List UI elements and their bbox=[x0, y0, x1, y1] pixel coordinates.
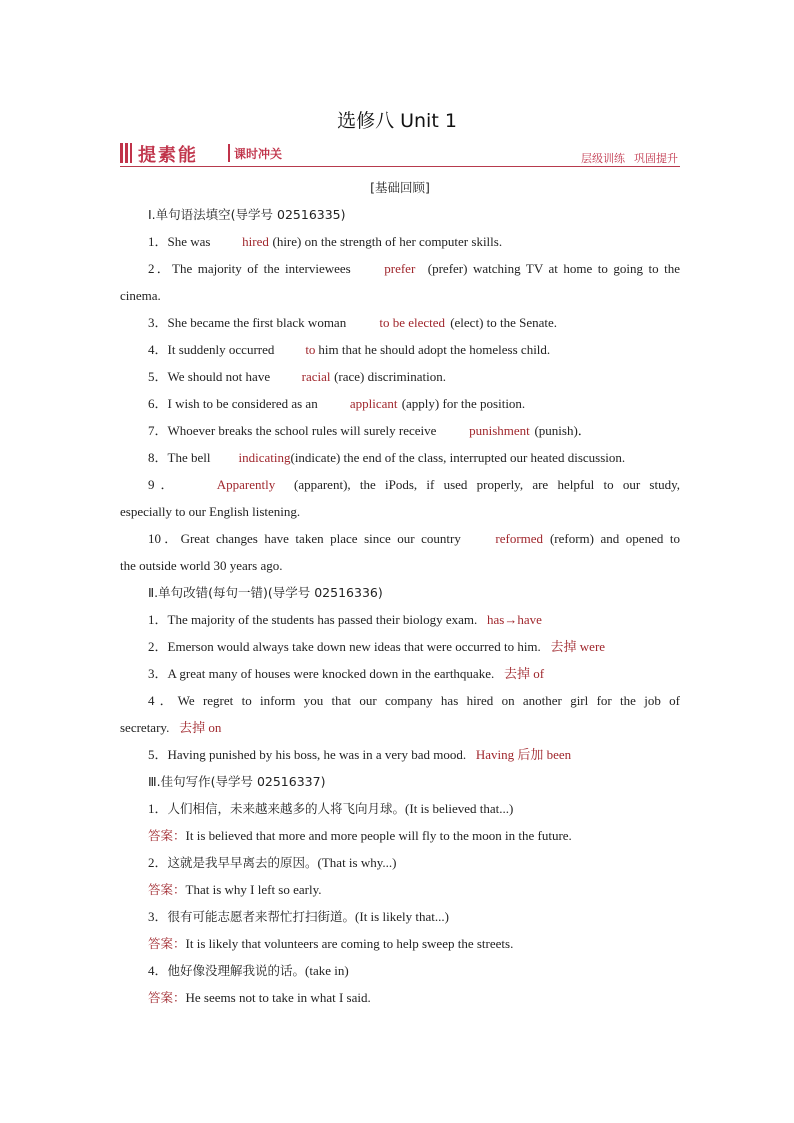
item-number: 10． bbox=[148, 531, 181, 546]
writing-question-3 bbox=[120, 903, 680, 930]
section2-heading: Ⅱ.单句改错(每句一错)(导学号 02516336) bbox=[148, 585, 383, 600]
item-number: 6． bbox=[148, 396, 168, 411]
item-question: 他好像没理解我说的话。 bbox=[167, 963, 306, 978]
writing-question-4 bbox=[120, 957, 680, 984]
item-text: secretary. bbox=[120, 720, 170, 735]
fill-item-4 bbox=[120, 336, 680, 363]
banner-rule bbox=[120, 166, 680, 167]
item-number: 4． bbox=[148, 963, 168, 978]
fill-item-7 bbox=[120, 417, 680, 444]
writing-question-2 bbox=[120, 849, 680, 876]
writing-answer-2 bbox=[120, 876, 680, 903]
item-text: A great many of houses were knocked down in the earthquake. bbox=[167, 666, 495, 681]
writing-answer-3 bbox=[120, 930, 680, 957]
page-title: 选修八 Unit 1 bbox=[337, 110, 457, 132]
item-number: 3． bbox=[148, 909, 168, 924]
section1-heading: Ⅰ.单句语法填空(导学号 02516335) bbox=[148, 207, 346, 222]
item-text: We regret to inform you that our company has hired on another girl for the job of bbox=[177, 693, 680, 708]
section-banner bbox=[120, 141, 680, 169]
item-text: (indicate) the end of the class, interrupted our heated discussion. bbox=[290, 450, 626, 465]
item-answer: to be elected bbox=[379, 315, 446, 330]
fill-item-8 bbox=[120, 444, 680, 471]
correction-item-2 bbox=[120, 633, 680, 660]
item-answer: It is likely that volunteers are coming to help sweep the streets. bbox=[185, 936, 514, 951]
item-answer: prefer bbox=[384, 261, 416, 276]
item-text: Great changes have taken place since our country bbox=[180, 531, 461, 546]
item-question: 人们相信，未来越来越多的人将飞向月球。 bbox=[167, 801, 406, 816]
item-number: 1． bbox=[148, 801, 168, 816]
item-hint: (take in) bbox=[305, 963, 349, 978]
banner-subtitle: 课时冲关 bbox=[234, 147, 283, 161]
section3-heading: Ⅲ.佳句写作(导学号 02516337) bbox=[148, 774, 326, 789]
item-answer: has→have bbox=[487, 612, 542, 627]
item-text: (prefer) watching TV at home to going to the bbox=[427, 261, 681, 276]
fill-item-1 bbox=[120, 228, 680, 255]
item-answer: Having 后加 been bbox=[475, 747, 572, 762]
item-number: 3． bbox=[148, 666, 168, 681]
item-answer: 去掉 were bbox=[550, 639, 606, 654]
item-question: 很有可能志愿者来帮忙打扫街道。 bbox=[167, 909, 356, 924]
item-answer: Apparently bbox=[216, 477, 276, 492]
item-answer: racial bbox=[301, 369, 331, 384]
answer-label: 答案： bbox=[148, 936, 186, 951]
banner-stripes-decoration bbox=[120, 143, 132, 163]
item-text: (apparent), the iPods, if used properly, are helpful to our study, bbox=[293, 477, 681, 492]
writing-question-1 bbox=[120, 795, 680, 822]
item-number: 7． bbox=[148, 423, 168, 438]
item-text: (elect) to the Senate. bbox=[450, 315, 558, 330]
banner-right-labels bbox=[572, 150, 678, 166]
banner-separator bbox=[228, 144, 230, 162]
item-text: I wish to be considered as an bbox=[167, 396, 318, 411]
fill-item-9-continued: especially to our English listening. bbox=[120, 504, 301, 519]
correction-item-4 bbox=[120, 687, 680, 714]
item-answer: indicating bbox=[238, 450, 291, 465]
item-hint: (It is likely that...) bbox=[355, 909, 449, 924]
item-number: 2． bbox=[148, 855, 168, 870]
writing-answer-1 bbox=[120, 822, 680, 849]
banner-right-label-1: 层级训练 bbox=[581, 152, 625, 165]
item-answer: reformed bbox=[495, 531, 544, 546]
item-text: Having punished by his boss, he was in a very bad mood. bbox=[167, 747, 467, 762]
item-answer: applicant bbox=[349, 396, 398, 411]
fill-item-2 bbox=[120, 255, 680, 282]
answer-label: 答案： bbox=[148, 990, 186, 1005]
item-text: Emerson would always take down new ideas that were occurred to him. bbox=[167, 639, 541, 654]
item-answer: hired bbox=[242, 234, 269, 249]
item-answer: to bbox=[305, 342, 316, 357]
item-number: 1． bbox=[148, 612, 168, 627]
item-hint: (That is why...) bbox=[317, 855, 397, 870]
item-number: 5． bbox=[148, 747, 168, 762]
item-text: We should not have bbox=[167, 369, 271, 384]
item-hint: (It is believed that...) bbox=[405, 801, 514, 816]
item-text: (race) discrimination. bbox=[334, 369, 446, 384]
banner-title: 提素能 bbox=[138, 145, 198, 166]
fill-item-5 bbox=[120, 363, 680, 390]
correction-item-3 bbox=[120, 660, 680, 687]
fill-item-3 bbox=[120, 309, 680, 336]
fill-item-10-continued: the outside world 30 years ago. bbox=[120, 558, 283, 573]
item-text: (hire) on the strength of her computer skills. bbox=[272, 234, 503, 249]
item-number: 5． bbox=[148, 369, 168, 384]
item-number: 4． bbox=[148, 693, 178, 708]
item-number: 8． bbox=[148, 450, 168, 465]
correction-item-5 bbox=[120, 741, 680, 768]
basics-heading: [基础回顾] bbox=[370, 180, 430, 195]
item-answer: 去掉 of bbox=[503, 666, 545, 681]
answer-label: 答案： bbox=[148, 828, 186, 843]
banner-right-label-2: 巩固提升 bbox=[634, 152, 678, 165]
item-text: Whoever breaks the school rules will surely receive bbox=[167, 423, 437, 438]
correction-item-4-continued bbox=[120, 714, 680, 741]
item-question: 这就是我早早离去的原因。 bbox=[167, 855, 318, 870]
item-answer: He seems not to take in what I said. bbox=[185, 990, 371, 1005]
item-number: 2． bbox=[148, 261, 173, 276]
exercise-content bbox=[120, 174, 680, 1011]
item-text: The bell bbox=[167, 450, 211, 465]
item-text: She became the first black woman bbox=[167, 315, 347, 330]
fill-item-6 bbox=[120, 390, 680, 417]
fill-item-10 bbox=[120, 525, 680, 552]
item-text: (punish)． bbox=[534, 423, 591, 438]
item-number: 1． bbox=[148, 234, 168, 249]
item-text: It suddenly occurred bbox=[167, 342, 275, 357]
item-text: The majority of the students has passed their biology exam. bbox=[167, 612, 478, 627]
item-number: 3． bbox=[148, 315, 168, 330]
writing-answer-4 bbox=[120, 984, 680, 1011]
item-answer: That is why I left so early. bbox=[185, 882, 322, 897]
item-answer: 去掉 on bbox=[179, 720, 222, 735]
item-text: The majority of the interviewees bbox=[172, 261, 351, 276]
item-text: She was bbox=[167, 234, 211, 249]
correction-item-1 bbox=[120, 606, 680, 633]
item-number: 2． bbox=[148, 639, 168, 654]
item-number: 9． bbox=[148, 477, 180, 492]
item-answer: It is believed that more and more people will fly to the moon in the future. bbox=[185, 828, 572, 843]
item-number: 4． bbox=[148, 342, 168, 357]
item-text: (apply) for the position. bbox=[401, 396, 526, 411]
fill-item-9 bbox=[120, 471, 680, 498]
item-text: him that he should adopt the homeless child. bbox=[318, 342, 551, 357]
answer-label: 答案： bbox=[148, 882, 186, 897]
fill-item-2-continued: cinema. bbox=[120, 288, 161, 303]
item-answer: punishment bbox=[469, 423, 530, 438]
item-text: (reform) and opened to bbox=[549, 531, 680, 546]
